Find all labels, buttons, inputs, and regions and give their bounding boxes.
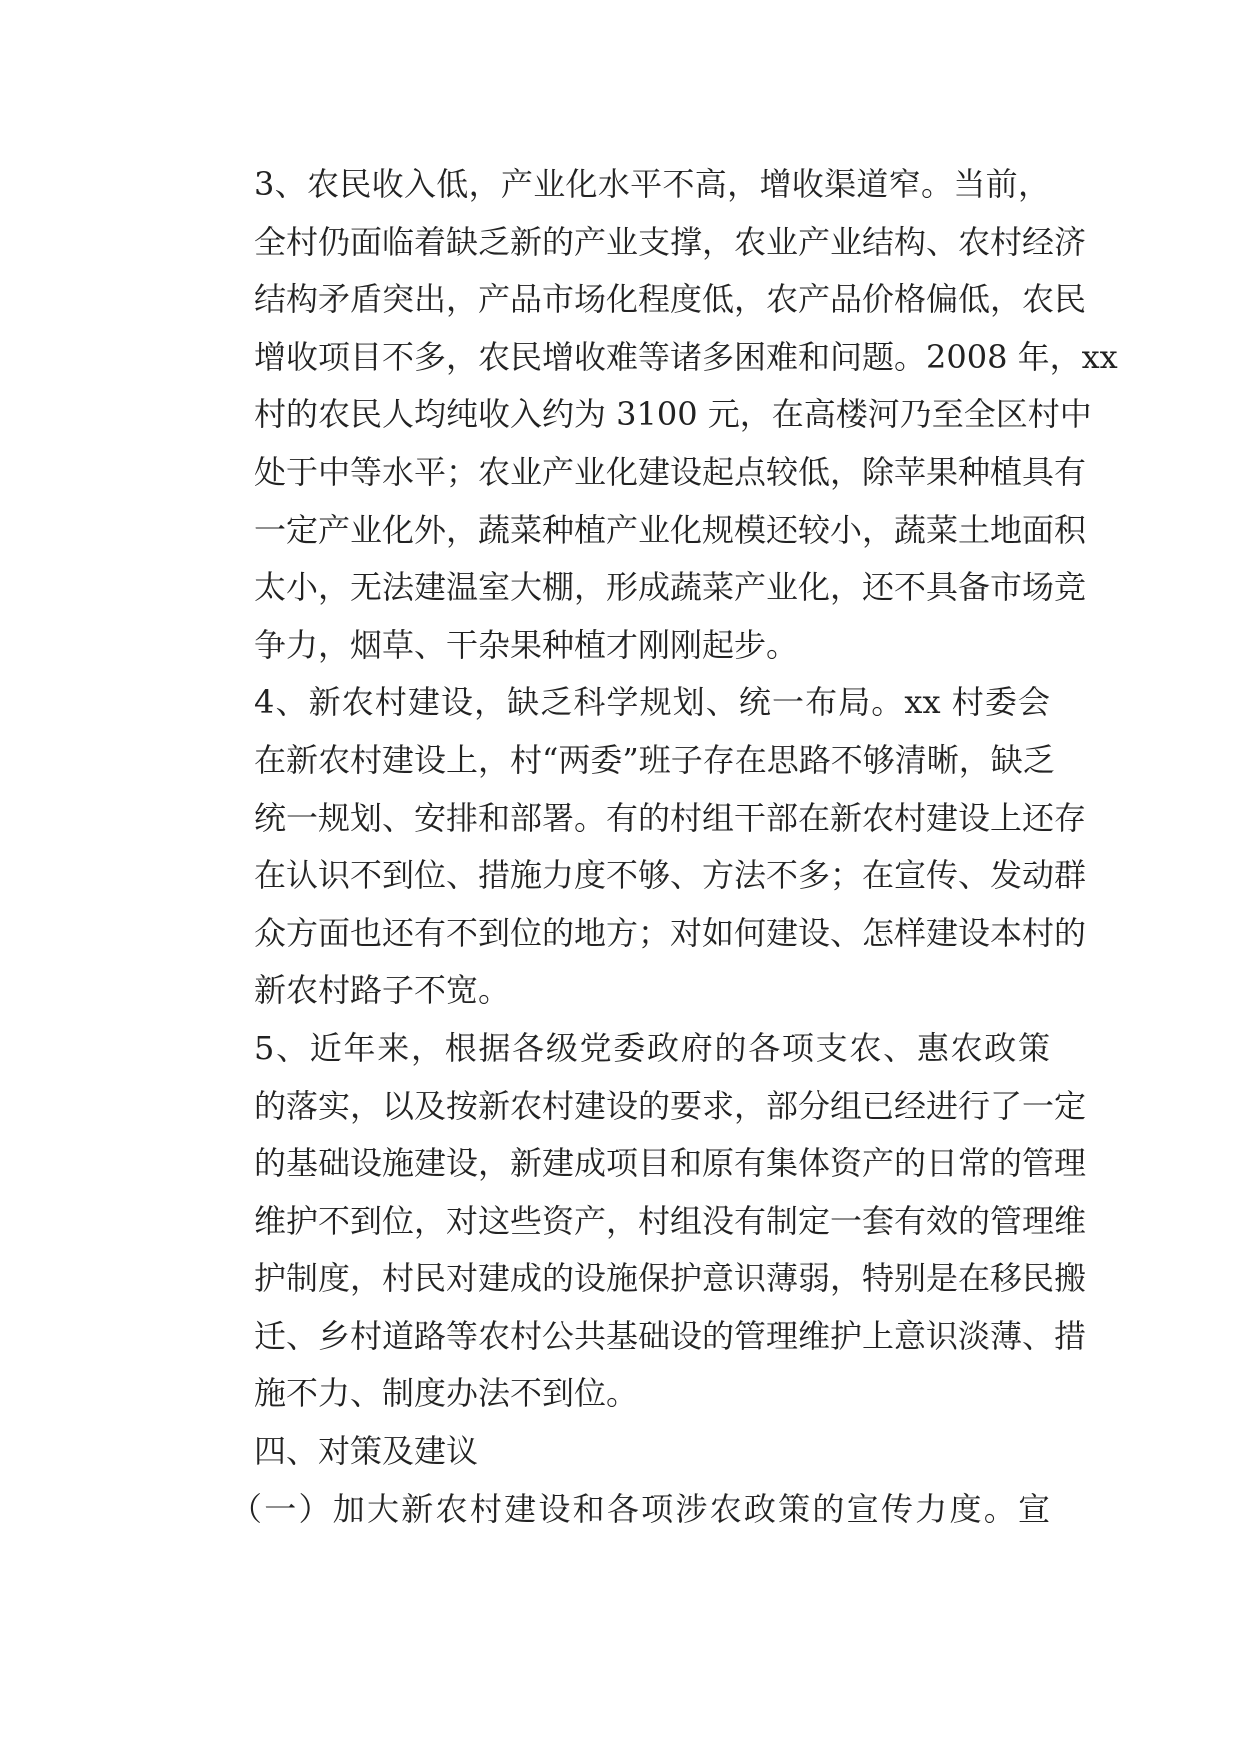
text-line: 争力，烟草、干杂果种植才刚刚起步。 (254, 625, 799, 664)
text-line: 维护不到位，对这些资产，村组没有制定一套有效的管理维 (254, 1201, 1087, 1240)
text-line: 一定产业化外，蔬菜种植产业化规模还较小，蔬菜土地面积 (254, 510, 1087, 549)
text-line: 结构矛盾突出，产品市场化程度低，农产品价格偏低，农民 (254, 280, 1087, 319)
heading-text: 四、对策及建议 (254, 1432, 479, 1471)
text-line: 全村仍面临着缺乏新的产业支撑，农业产业结构、农村经济 (254, 222, 1087, 261)
text-line: 护制度，村民对建成的设施保护意识薄弱，特别是在移民搬 (254, 1259, 1087, 1298)
paragraph-farmer-income (190, 156, 1118, 674)
text-line: 的落实，以及按新农村建设的要求，部分组已经进行了一定 (254, 1086, 1087, 1125)
text-line: 的基础设施建设，新建成项目和原有集体资产的日常的管理 (254, 1144, 1087, 1183)
paragraph-maintenance (190, 1020, 1087, 1423)
paragraph-planning (190, 674, 1087, 1020)
text-line: 统一规划、安排和部署。有的村组干部在新农村建设上还存 (254, 798, 1087, 837)
text-line: 处于中等水平；农业产业化建设起点较低，除苹果种植具有 (254, 452, 1087, 491)
text-line: 新农村路子不宽。 (254, 971, 511, 1010)
text-line: 太小，无法建温室大棚，形成蔬菜产业化，还不具备市场竞 (254, 568, 1087, 607)
text-line: （一）加大新农村建设和各项涉农政策的宣传力度。宣 (230, 1489, 1050, 1528)
section-heading (190, 1423, 1050, 1481)
subsection-heading (190, 1481, 1050, 1539)
text-line: 5、近年来，根据各级党委政府的各项支农、惠农政策 (254, 1028, 1050, 1067)
text-line: 施不力、制度办法不到位。 (254, 1374, 639, 1413)
text-line: 在认识不到位、措施力度不够、方法不多；在宣传、发动群 (254, 856, 1087, 895)
text-line: 村的农民人均纯收入约为 3100 元，在高楼河乃至全区村中 (254, 395, 1092, 434)
text-line: 众方面也还有不到位的地方；对如何建设、怎样建设本村的 (254, 913, 1087, 952)
text-line: 迁、乡村道路等农村公共基础设的管理维护上意识淡薄、措 (254, 1316, 1087, 1355)
text-line: 在新农村建设上，村“两委”班子存在思路不够清晰，缺乏 (254, 740, 1055, 779)
document-body (190, 156, 1118, 1538)
text-line: 增收项目不多，农民增收难等诸多困难和问题。2008 年，xx (254, 337, 1118, 376)
text-line: 4、新农村建设，缺乏科学规划、统一布局。xx 村委会 (254, 683, 1050, 722)
text-line: 3、农民收入低，产业化水平不高，增收渠道窄。当前， (254, 165, 1050, 203)
